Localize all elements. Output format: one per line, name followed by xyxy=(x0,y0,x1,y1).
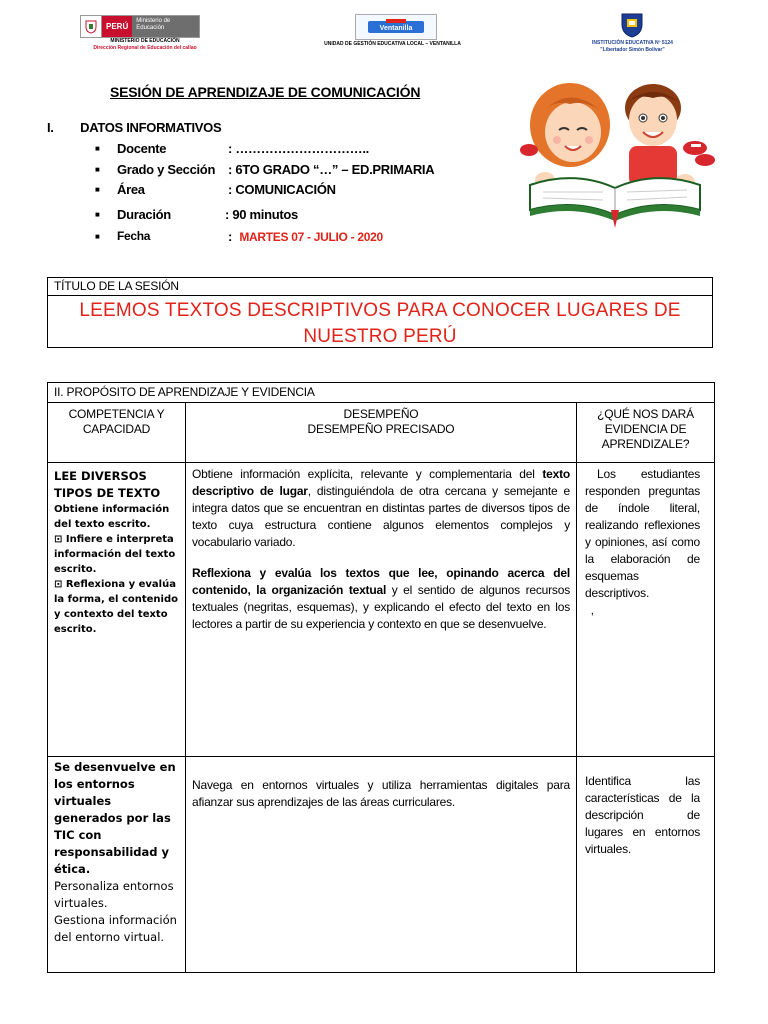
boy-shoe-icon xyxy=(683,141,707,155)
kids-reading-illustration xyxy=(515,70,715,230)
capacidad-item: ⊡ Reflexiona y evalúa la forma, el contenido y contexto del texto escrito. xyxy=(54,579,179,635)
col-header-competencia: COMPETENCIA Y CAPACIDAD xyxy=(48,403,186,463)
info-value: : ………………………….. xyxy=(228,140,369,156)
info-value: : 6TO GRADO “…” – ED.PRIMARIA xyxy=(228,161,435,177)
boy-face-icon xyxy=(629,94,677,146)
session-title-text xyxy=(48,296,712,350)
girl-shoe-icon xyxy=(520,144,538,156)
evidencia-cell xyxy=(577,757,715,973)
school-shield-icon xyxy=(620,12,644,38)
school-line2: "Libertador Simón Bolívar" xyxy=(600,47,665,53)
ugel-emblem-icon xyxy=(366,18,426,36)
bullet-icon: ■ xyxy=(95,209,100,219)
ministry-line1: MINISTERIO DE EDUCACIÓN xyxy=(110,38,180,44)
bullet-icon: ■ xyxy=(95,143,100,153)
bullet-icon: ■ xyxy=(95,164,100,174)
info-row-grado xyxy=(95,161,495,177)
ministry-logo-text: Ministerio de Educación xyxy=(132,16,199,37)
info-label: Docente xyxy=(117,140,167,156)
competencia-title: LEE DIVERSOS TIPOS DE TEXTO xyxy=(54,469,161,500)
evidencia-text: Los estudiantes responden preguntas de índole literal, realizando reflexiones y opiniones, así como la elaboración de esquemas descriptivos. xyxy=(585,467,700,600)
ugel-logo xyxy=(355,14,437,40)
ministry-logo xyxy=(80,15,200,38)
info-value xyxy=(228,229,383,244)
page-title: SESIÓN DE APRENDIZAJE DE COMUNICACIÓN xyxy=(110,84,421,100)
bullet-icon: ■ xyxy=(95,231,100,241)
ministry-line2: Dirección Regional de Educación del callao xyxy=(93,45,197,51)
info-label: Área xyxy=(117,181,145,197)
info-row-area xyxy=(95,181,495,197)
fecha-date: MARTES 07 - JULIO - 2020 xyxy=(239,229,383,244)
info-row-fecha xyxy=(95,228,495,244)
evidencia-cell xyxy=(577,463,715,757)
session-title-heading: TÍTULO DE LA SESIÓN xyxy=(48,278,712,296)
info-label: Fecha xyxy=(117,229,151,243)
bullet-icon: ■ xyxy=(95,184,100,194)
info-value: : COMUNICACIÓN xyxy=(228,181,336,197)
session-title-line2: NUESTRO PERÚ xyxy=(303,326,457,347)
ministry-caption xyxy=(80,38,210,52)
table-heading-row xyxy=(48,383,715,403)
desempeno-paragraph-1: Obtiene información explícita, relevante y complementaria del texto descriptivo de lugar, distinguiéndola de otra cercana y semejante e integra datos que se encuentran en distintas partes de diversos tipos de texto cuya estructura contiene algunos elementos complejos y vocabulario variado. xyxy=(192,467,570,549)
evidencia-text: Identifica las características de la descripción de lugares en entornos virtuales. xyxy=(585,774,700,856)
peru-shield-icon xyxy=(81,16,102,37)
info-row-docente xyxy=(95,140,495,156)
capacidad-item: Obtiene información del texto escrito. xyxy=(54,504,170,530)
school-line1: INSTITUCIÓN EDUCATIVA Nº 5124 xyxy=(592,40,673,46)
table-header-row xyxy=(48,403,715,463)
desempeno-paragraph-2: Reflexiona y evalúa los textos que lee, opinando acerca del contenido, la organización textual y el sentido de algunos recursos textuales (negritas, esquemas), y explicando el efecto del texto en los lectores a partir de su experiencia y contexto en que se desenvuelve. xyxy=(192,566,570,631)
table-row xyxy=(48,757,715,973)
ugel-logo-text: Ventanilla xyxy=(379,25,413,32)
capacidad-item: Personaliza entornos virtuales. xyxy=(54,879,174,910)
purpose-table xyxy=(47,382,715,973)
competencia-cell xyxy=(48,463,186,757)
info-label: Duración xyxy=(117,206,171,222)
ugel-caption: UNIDAD DE GESTIÓN EDUCATIVA LOCAL – VENTANILLA xyxy=(324,41,461,47)
section2-heading: II. PROPÓSITO DE APRENDIZAJE Y EVIDENCIA xyxy=(48,383,715,403)
competencia-cell xyxy=(48,757,186,973)
capacidad-item: Gestiona información del entorno virtual. xyxy=(54,913,177,944)
evidencia-mark: ‚ xyxy=(591,603,594,617)
session-title-line1: LEEMOS TEXTOS DESCRIPTIVOS PARA CONOCER LUGARES DE xyxy=(79,300,681,321)
school-caption xyxy=(570,40,695,54)
desempeno-cell xyxy=(186,757,577,973)
girl-face-icon xyxy=(545,102,601,162)
session-title-box xyxy=(47,277,713,348)
peru-flag-label: PERÚ xyxy=(102,16,132,37)
capacidad-item: ⊡ Infiere e interpreta información del texto escrito. xyxy=(54,534,176,575)
col-header-desempeno: DESEMPEÑO DESEMPEÑO PRECISADO xyxy=(186,403,577,463)
section1-heading: I. DATOS INFORMATIVOS xyxy=(47,120,222,135)
competencia-title: Se desenvuelve en los entornos virtuales generados por las TIC con responsabilidad y ética. xyxy=(54,760,176,876)
col-header-evidencia: ¿QUÉ NOS DARÁ EVIDENCIA DE APRENDIZALE? xyxy=(577,403,715,463)
info-label: Grado y Sección xyxy=(117,161,216,177)
fecha-colon: : xyxy=(228,228,233,244)
info-row-duracion xyxy=(95,206,495,222)
desempeno-cell xyxy=(186,463,577,757)
table-row xyxy=(48,463,715,757)
desempeno-paragraph: Navega en entornos virtuales y utiliza herramientas digitales para afianzar sus aprendizajes de las áreas curriculares. xyxy=(192,778,570,809)
info-value: : 90 minutos xyxy=(225,206,298,222)
